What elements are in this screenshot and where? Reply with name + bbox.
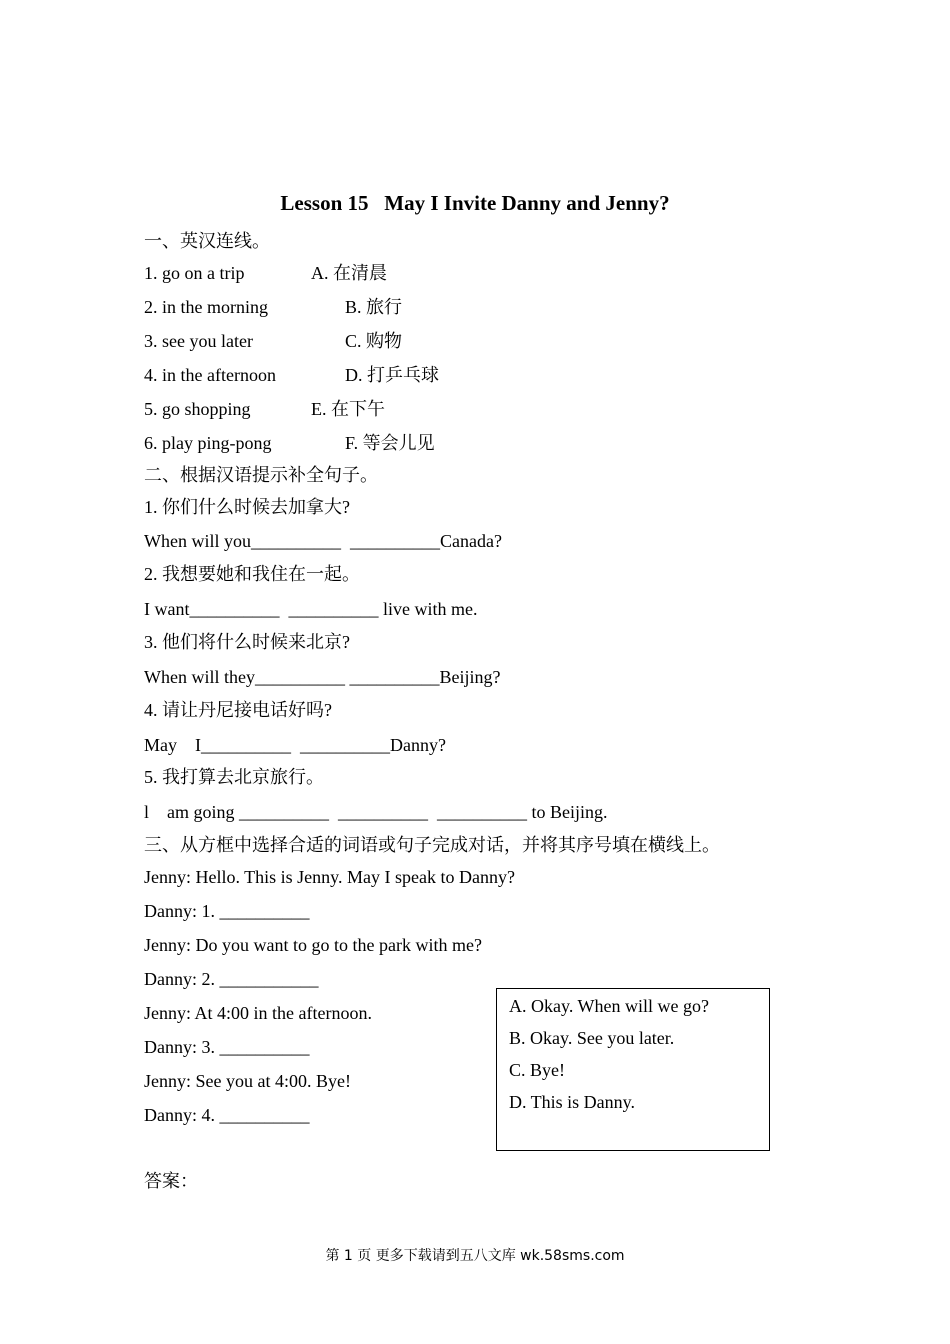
match-left-item: 4. in the afternoon [144, 365, 276, 385]
fill-blank-sentence: When will you__________ __________Canada? [144, 531, 502, 551]
match-right-item: E. 在下午 [311, 399, 385, 419]
match-right-item: C. 购物 [345, 331, 403, 351]
fill-blank-sentence: When will they__________ __________Beijing? [144, 667, 501, 687]
match-right-item: D. 打乒乓球 [345, 365, 439, 385]
option-item: C. Bye! [509, 1060, 565, 1080]
fill-blank-sentence: May I__________ __________Danny? [144, 735, 446, 755]
prompt-chinese: 5. 我打算去北京旅行。 [144, 767, 324, 787]
match-right-item: F. 等会儿见 [345, 433, 435, 453]
match-left-item: 1. go on a trip [144, 263, 245, 283]
match-left-item: 3. see you later [144, 331, 253, 351]
dialog-line: Jenny: At 4:00 in the afternoon. [144, 1003, 372, 1023]
section1-heading: 一、英汉连线。 [144, 231, 270, 251]
match-right-item: B. 旅行 [345, 297, 403, 317]
fill-blank-sentence: I want__________ __________ live with me. [144, 599, 478, 619]
dialog-line: Jenny: See you at 4:00. Bye! [144, 1071, 351, 1091]
dialog-line: Jenny: Hello. This is Jenny. May I speak to Danny? [144, 867, 515, 887]
options-box [496, 988, 770, 1151]
dialog-line: Danny: 3. __________ [144, 1037, 310, 1057]
match-left-item: 2. in the morning [144, 297, 268, 317]
option-item: B. Okay. See you later. [509, 1028, 675, 1048]
match-left-item: 5. go shopping [144, 399, 251, 419]
dialog-line: Danny: 1. __________ [144, 901, 310, 921]
lesson-title: Lesson 15 May I Invite Danny and Jenny? [280, 191, 670, 215]
dialog-line: Danny: 2. ___________ [144, 969, 319, 989]
dialog-line: Danny: 4. __________ [144, 1105, 310, 1125]
fill-blank-sentence: l am going __________ __________ __________ to Beijing. [144, 802, 608, 822]
section3-heading: 三、从方框中选择合适的词语或句子完成对话，并将其序号填在横线上。 [144, 835, 720, 855]
prompt-chinese: 1. 你们什么时候去加拿大? [144, 497, 350, 517]
answer-label: 答案： [144, 1171, 198, 1191]
match-right-item: A. 在清晨 [311, 263, 387, 283]
page-footer: 第 1 页 更多下载请到五八文库 wk.58sms.com [325, 1248, 625, 1264]
prompt-chinese: 2. 我想要她和我住在一起。 [144, 564, 360, 584]
dialog-line: Jenny: Do you want to go to the park with me? [144, 935, 482, 955]
option-item: A. Okay. When will we go? [509, 996, 709, 1016]
prompt-chinese: 4. 请让丹尼接电话好吗? [144, 700, 332, 720]
option-item: D. This is Danny. [509, 1092, 635, 1112]
match-left-item: 6. play ping-pong [144, 433, 272, 453]
section2-heading: 二、根据汉语提示补全句子。 [144, 465, 378, 485]
prompt-chinese: 3. 他们将什么时候来北京? [144, 632, 350, 652]
